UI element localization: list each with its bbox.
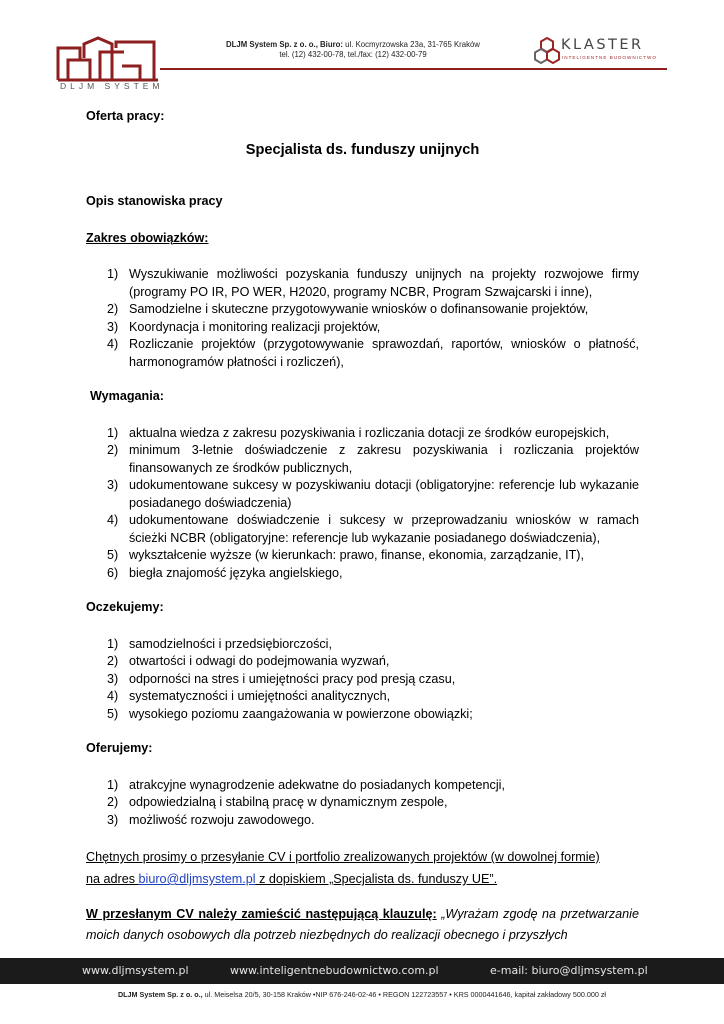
list-item: Koordynacja i monitoring realizacji projektów, xyxy=(129,319,381,334)
footer-company: DLJM System Sp. z o. o., xyxy=(117,990,203,999)
consent-clause xyxy=(86,904,639,946)
duties-list xyxy=(86,266,639,371)
requirements-list xyxy=(86,425,639,583)
list-item: wysokiego poziomu zaangażowania w powierzone obowiązki; xyxy=(129,706,473,721)
list-item: aktualna wiedza z zakresu pozyskiwania i rozliczania dotacji ze środków europejskich, xyxy=(129,425,610,440)
klaster-subtitle: INTELIGENTNE BUDOWNICTWO xyxy=(562,55,657,60)
list-item: wykształcenie wyższe (w kierunkach: prawo, finanse, ekonomia, zarządzanie, IT), xyxy=(129,548,584,562)
requirements-heading: Wymagania: xyxy=(90,389,164,403)
expectations-heading: Oczekujemy: xyxy=(86,600,164,614)
klaster-wordmark: KLASTER xyxy=(561,37,644,53)
expectations-list xyxy=(86,636,639,724)
clause-text: „Wyrażam zgodę na przetwarzanie moich danych osobowych dla potrzeb niezbędnych do realizacji obecnego i przyszłych xyxy=(86,907,639,942)
dljm-logo xyxy=(54,36,164,96)
klaster-logo xyxy=(533,36,663,68)
list-item: atrakcyjne wynagrodzenie adekwatne do posiadanych kompetencji, xyxy=(129,777,505,792)
office-address: ul. Kocmyrzowska 23a, 31-765 Kraków xyxy=(343,40,480,49)
list-item: udokumentowane doświadczenie i sukcesy w przeprowadzaniu wniosków w ramach ścieżki NCBR (obligatoryjne: referencje lub wykazanie posiadanego doświadczenia), xyxy=(129,513,639,545)
offers-list xyxy=(86,777,639,830)
apply-line-1: Chętnych prosimy o przesyłanie CV i portfolio zrealizowanych projektów (w dowolnej formie) xyxy=(86,850,600,864)
apply-suffix: z dopiskiem „Specjalista ds. funduszy UE”. xyxy=(255,872,498,886)
description-heading: Opis stanowiska pracy xyxy=(86,194,223,208)
company-name: DLJM System Sp. z o. o., Biuro: xyxy=(226,40,343,49)
footer-email-link[interactable]: e-mail: biuro@dljmsystem.pl xyxy=(490,964,648,977)
list-item: otwartości i odwagi do podejmowania wyzwań, xyxy=(129,654,390,668)
footer-registration: ul. Meiselsa 20/5, 30-158 Kraków •NIP 676-246-02-46 • REGON 122723557 • KRS 0000441646, kapitał zakładowy 500.000 zł xyxy=(202,990,607,999)
list-item: minimum 3-letnie doświadczenie z zakresu pozyskiwania i rozliczania projektów finansowanych ze środków publicznych, xyxy=(129,443,639,475)
list-item: Wyszukiwanie możliwości pozyskania funduszy unijnych na projekty rozwojowe firmy (programy PO IR, PO WER, H2020, programy NCBR, Program Szwajcarski i inne), xyxy=(129,267,639,299)
apply-instructions xyxy=(86,846,639,890)
hexagon-logo-icon xyxy=(533,36,561,66)
job-title: Specjalista ds. funduszy unijnych xyxy=(245,141,480,158)
list-item: Rozliczanie projektów (przygotowywanie sprawozdań, raportów, wniosków o płatność, harmonogramów płatności i rozliczeń), xyxy=(129,337,639,369)
house-logo-icon xyxy=(54,36,164,82)
phone-numbers: tel. (12) 432-00-78, tel./fax: (12) 432-00-79 xyxy=(279,50,427,59)
clause-label: W przesłanym CV należy zamieścić następującą klauzulę: xyxy=(86,907,437,921)
offers-heading: Oferujemy: xyxy=(86,741,153,755)
list-item: odpowiedzialną i stabilną pracę w dynamicznym zespole, xyxy=(129,795,448,809)
list-item: systematyczności i umiejętności analitycznych, xyxy=(129,689,391,703)
duties-heading: Zakres obowiązków: xyxy=(86,230,209,245)
list-item: Samodzielne i skuteczne przygotowywanie wniosków o dofinansowanie projektów, xyxy=(129,302,589,316)
header-divider xyxy=(160,68,667,70)
email-link[interactable]: biuro@dljmsystem.pl xyxy=(138,872,256,886)
list-item: możliwość rozwoju zawodowego. xyxy=(129,812,315,827)
footer-site2-link[interactable]: www.inteligentnebudownictwo.com.pl xyxy=(230,964,439,977)
list-item: odporności na stres i umiejętności pracy pod presją czasu, xyxy=(129,671,456,686)
header-address xyxy=(178,40,528,60)
footer-site-link[interactable]: www.dljmsystem.pl xyxy=(82,964,189,977)
apply-prefix: na adres xyxy=(86,872,139,886)
job-offer-body xyxy=(86,108,639,946)
footer-bar xyxy=(0,958,724,984)
list-item: samodzielności i przedsiębiorczości, xyxy=(129,636,332,651)
offer-label: Oferta pracy: xyxy=(86,109,165,123)
logo-tagline: DLJM SYSTEM xyxy=(60,81,164,91)
list-item: biegła znajomość języka angielskiego, xyxy=(129,565,343,580)
apply-line-2 xyxy=(86,868,639,890)
footer-company-info xyxy=(0,990,724,999)
list-item: udokumentowane sukcesy w pozyskiwaniu dotacji (obligatoryjne: referencje lub wykazanie posiadanego doświadczenia) xyxy=(129,478,639,510)
